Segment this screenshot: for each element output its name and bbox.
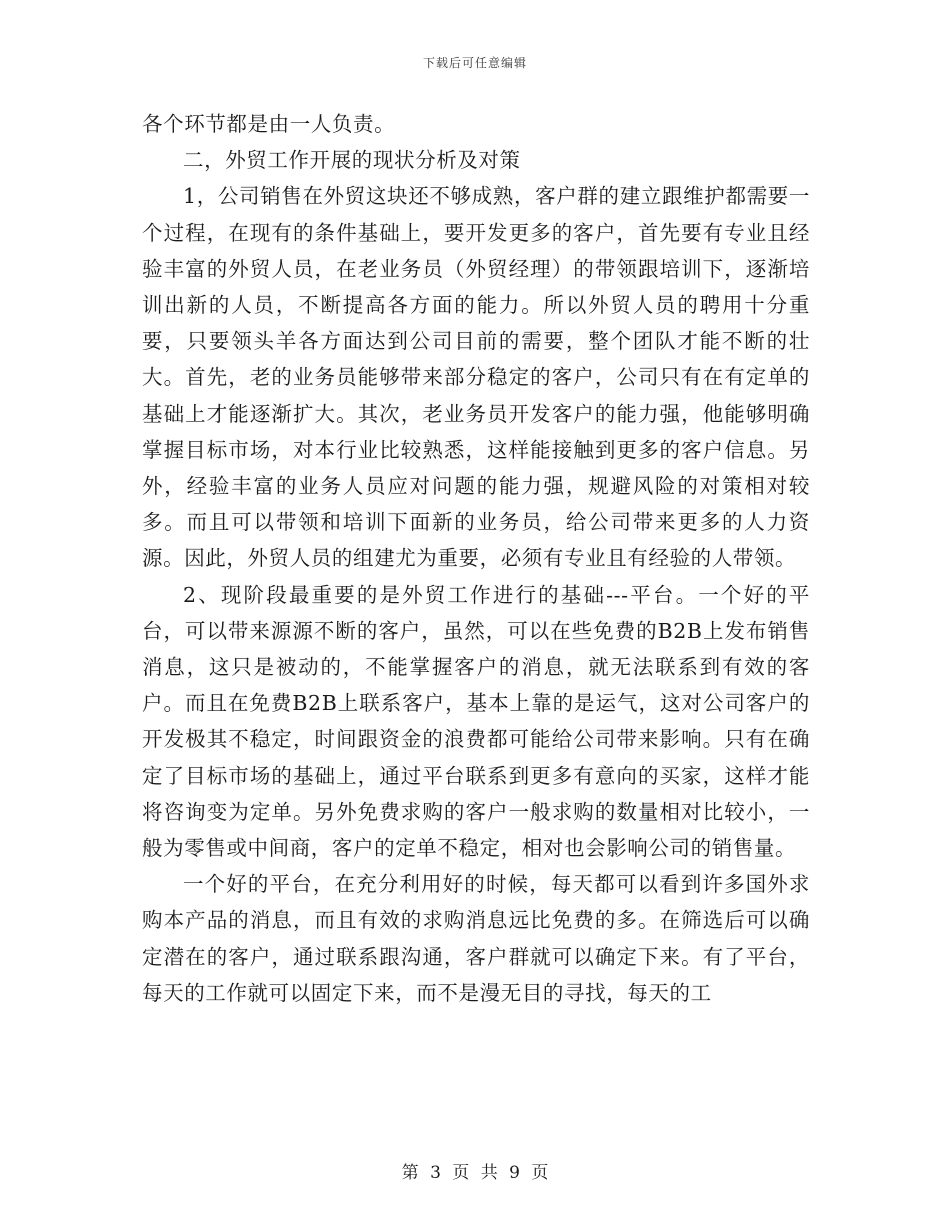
paragraph: 一个好的平台，在充分利用好的时候，每天都可以看到许多国外求购本产品的消息，而且有效的求购消息远比免费的多。在筛选后可以确定潜在的客户，通过联系跟沟通，客户群就可以确定下来。有了平台，每天的工作就可以固定下来，而不是漫无目的寻找，每天的工 (142, 872, 810, 1005)
page-number-footer: 第 3 页 共 9 页 (401, 1163, 549, 1183)
page-header: 下载后可任意编辑 (422, 56, 527, 70)
paragraph: 2、现阶段最重要的是外贸工作进行的基础---平台。一个好的平台，可以带来源源不断的客户，虽然，可以在些免费的B2B上发布销售消息，这只是被动的，不能掌握客户的消息，就无法联系到有效的客户。而且在免费B2B上联系客户，基本上靠的是运气，这对公司客户的开发极其不稳定，时间跟资金的浪费都可能给公司带来影响。只有在确定了目标市场的基础上，通过平台联系到更多有意向的买家，这样才能将咨询变为定单。另外免费求购的客户一般求购的数量相对比较小，一般为零售或中间商，客户的定单不稳定，相对也会影响公司的销售量。 (142, 582, 810, 861)
section-heading: 二，外贸工作开展的现状分析及对策 (183, 148, 521, 173)
document-body (142, 106, 810, 1011)
paragraph: 各个环节都是由一人负责。 (142, 112, 396, 136)
paragraph: 1，公司销售在外贸这块还不够成熟，客户群的建立跟维护都需要一个过程，在现有的条件基础上，要开发更多的客户，首先要有专业且经验丰富的外贸人员，在老业务员（外贸经理）的带领跟培训下，逐渐培训出新的人员，不断提高各方面的能力。所以外贸人员的聘用十分重要，只要领头羊各方面达到公司目前的需要，整个团队才能不断的壮大。首先，老的业务员能够带来部分稳定的客户，公司只有在有定单的基础上才能逐渐扩大。其次，老业务员开发客户的能力强，他能够明确掌握目标市场，对本行业比较熟悉，这样能接触到更多的客户信息。另外，经验丰富的业务人员应对问题的能力强，规避风险的对策相对较多。而且可以带领和培训下面新的业务员，给公司带来更多的人力资源。因此，外贸人员的组建尤为重要，必须有专业且有经验的人带领。 (142, 184, 810, 571)
